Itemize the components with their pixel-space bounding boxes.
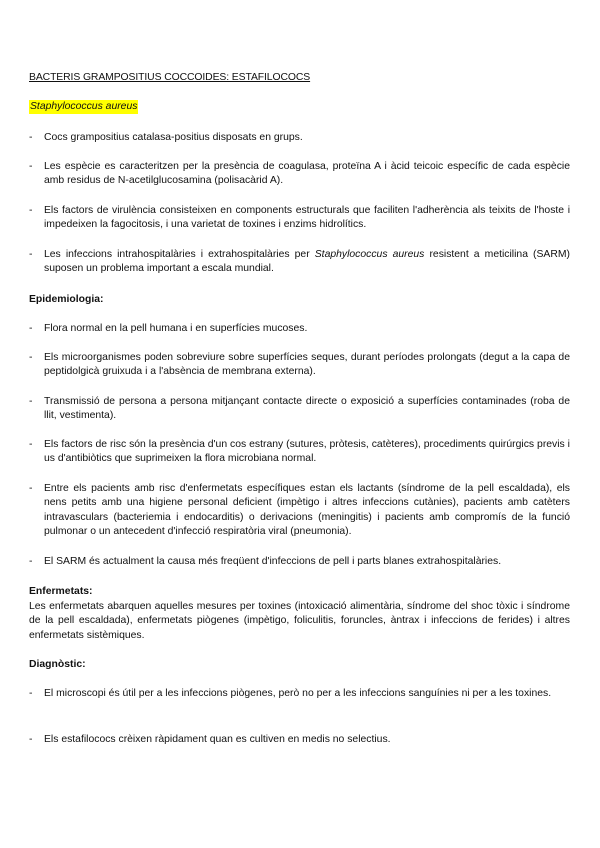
bullet-text (44, 248, 570, 277)
bullet-marker: - (29, 439, 33, 450)
epidemiology-heading: Epidemiologia: (29, 294, 104, 305)
document-title: BACTERIS GRAMPOSITIUS COCCOIDES: ESTAFILOCOCS (29, 72, 311, 83)
bullet-text: Els factors de virulència consisteixen en components estructurals que faciliten l'adherència als teixits de l'hoste i impedeixen la fagocitosis, i una varietat de toxines i enzims hidrolítics. (44, 205, 570, 231)
bullet-marker: - (29, 161, 33, 172)
bullet-text: Els microorganismes poden sobreviure sobre superfícies seques, durant períodes prolongats (degut a la capa de peptidolgicà gruixuda i a l'absència de membrana externa). (44, 352, 570, 378)
bullet-marker: - (29, 483, 33, 494)
bullet-marker: - (29, 688, 33, 699)
bullet-marker: - (29, 556, 33, 567)
list-item (29, 322, 570, 336)
bullet-text: El SARM és actualment la causa més freqüent d'infeccions de pell i parts blanes extrahospitalàries. (44, 556, 502, 567)
bullet-text: Cocs grampositius catalasa-positius disposats en grups. (44, 132, 303, 143)
list-item (29, 482, 570, 540)
bullet-text: Entre els pacients amb risc d'enfermetats específiques estan els lactants (síndrome de la pell escaldada), els nens petits amb una higiene personal deficient (impètigo i altres infeccions cutànies), pacients amb catèters intravasculars (bacteriemia i endocarditis) o derivacions (meningitis) i pacients amb compromís de la funció pulmonar o un antecedent d'infecció respiratòria viral (pneumonia). (44, 483, 570, 538)
list-item (29, 160, 570, 189)
species-heading: Staphylococcus aureus (29, 100, 138, 114)
bullet-marker: - (29, 352, 33, 363)
diseases-heading: Enfermetats: (29, 586, 93, 597)
bullet-text: El microscopi és útil per a les infeccions piògenes, però no per a les infeccions sanguínies ni per a les toxines. (44, 688, 552, 699)
list-item (29, 733, 570, 747)
bullet-marker: - (29, 323, 33, 334)
diagnosis-heading: Diagnòstic: (29, 659, 86, 670)
bullet-marker: - (29, 734, 33, 745)
bullet-text: Les espècie es caracteritzen per la presència de coagulasa, proteïna A i àcid teicoic específic de cada espècie amb residus de N-acetilglucosamina (polisacàrid A). (44, 161, 570, 187)
bullet-marker: - (29, 132, 33, 143)
list-item (29, 687, 570, 701)
bullet-marker: - (29, 396, 33, 407)
bullet-text: Els factors de risc són la presència d'un cos estrany (sutures, pròtesis, catèteres), procediments quirúrgics previs i us d'antibiòtics que suprimeixen la flora microbiana normal. (44, 439, 570, 465)
list-item (29, 555, 570, 569)
bullet-text: Els estafilococs crèixen ràpidament quan es cultiven en medis no selectius. (44, 734, 391, 745)
list-item (29, 438, 570, 467)
sarm-text-before: Les infeccions intrahospitalàries i extrahospitalàries per (44, 249, 315, 260)
bullet-marker: - (29, 249, 33, 260)
bullet-text: Flora normal en la pell humana i en superfícies mucoses. (44, 323, 308, 334)
sarm-species: Staphylococcus aureus (314, 249, 425, 260)
list-item (29, 248, 570, 277)
bullet-marker: - (29, 205, 33, 216)
sarm-text-after: resistent a meticilina (SARM) suposen un problema important a escala mundial. (44, 249, 570, 275)
list-item (29, 204, 570, 233)
list-item (29, 351, 570, 380)
bullet-text: Transmissió de persona a persona mitjançant contacte directe o exposició a superfícies contaminades (roba de llit, vestimenta). (44, 396, 570, 422)
list-item (29, 131, 570, 145)
list-item (29, 395, 570, 424)
diseases-paragraph: Les enfermetats abarquen aquelles mesures per toxines (intoxicació alimentària, síndrome del shoc tòxic i síndrome de la pell escaldada), enfermetats piògenes (impètigo, foliculitis, foruncles, àntrax i infeccions de ferides) i altres enfermetats sistèmiques. (29, 601, 570, 641)
